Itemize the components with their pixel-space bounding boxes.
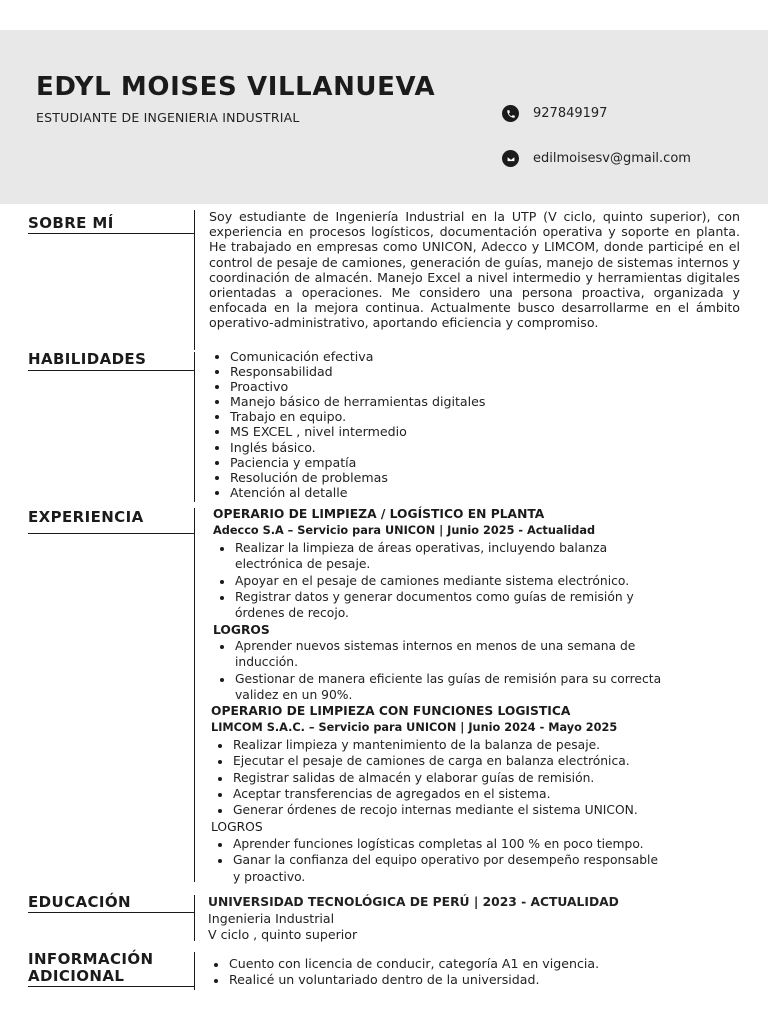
section-title-additional: [28, 951, 194, 987]
skill-item: Trabajo en equipo.: [230, 409, 485, 424]
email-contact: [502, 150, 691, 167]
section-title-experience: EXPERIENCIA: [28, 509, 194, 534]
list-item: Gestionar de manera eficiente las guías de remisión para su correcta validez en un 90%.: [235, 671, 661, 704]
list-item: Registrar datos y generar documentos como guías de remisión y órdenes de recojo.: [235, 589, 634, 622]
job-title: OPERARIO DE LIMPIEZA / LOGÍSTICO EN PLANTA: [213, 507, 545, 521]
job-tasks: [233, 737, 638, 818]
divider-skills: [194, 352, 195, 502]
job-company: Adecco S.A – Servicio para UNICON | Junio 2025 - Actualidad: [213, 524, 596, 537]
list-item: Realizar limpieza y mantenimiento de la balanza de pesaje.: [233, 737, 638, 753]
achievements-label: LOGROS: [211, 820, 263, 834]
phone-contact: [502, 105, 607, 122]
job-company: LIMCOM S.A.C. – Servicio para UNICON | Junio 2024 - Mayo 2025: [211, 721, 618, 734]
phone-number: 927849197: [533, 106, 608, 121]
education-institution: UNIVERSIDAD TECNOLÓGICA DE PERÚ | 2023 - ACTUALIDAD: [208, 895, 619, 909]
about-paragraph: Soy estudiante de Ingeniería Industrial en la UTP (V ciclo, quinto superior), con experiencia en procesos logísticos, documentación operativa y soporte en planta. He trabajado en empresas como UNICON, Adecco y LIMCOM, donde participé en el control de pesaje de camiones, generación de guías, manejo de sistemas internos y coordinación de almacén. Manejo Excel a nivel intermedio y herramientas digitales orientadas a operaciones. Me considero una persona proactiva, organizada y enfocada en la mejora continua. Actualmente busco desarrollarme en el ámbito operativo-administrativo, aportando eficiencia y compromiso.: [209, 209, 740, 331]
skill-item: Inglés básico.: [230, 440, 485, 455]
divider-experience: [194, 508, 195, 882]
phone-icon: [502, 105, 519, 122]
additional-title-line2: ADICIONAL: [28, 967, 125, 985]
divider-about: [194, 210, 195, 350]
mail-icon: [502, 150, 519, 167]
job-achievements: [235, 638, 661, 703]
skill-item: MS EXCEL , nivel intermedio: [230, 424, 485, 439]
additional-list: [229, 956, 599, 987]
list-item: Registrar salidas de almacén y elaborar guías de remisión.: [233, 770, 638, 786]
divider-additional: [194, 952, 195, 990]
list-item: Ganar la confianza del equipo operativo por desempeño responsable y proactivo.: [233, 852, 658, 885]
education-cycle: V ciclo , quinto superior: [208, 927, 358, 942]
section-title-about: SOBRE MÍ: [28, 215, 194, 234]
job-tasks: [235, 540, 634, 621]
education-career: Ingenieria Industrial: [208, 911, 335, 926]
skill-item: Comunicación efectiva: [230, 349, 485, 364]
list-item: Cuento con licencia de conducir, categoría A1 en vigencia.: [229, 956, 599, 972]
skill-item: Atención al detalle: [230, 485, 485, 500]
list-item: Apoyar en el pesaje de camiones mediante sistema electrónico.: [235, 573, 634, 589]
list-item: Aprender nuevos sistemas internos en menos de una semana de inducción.: [235, 638, 661, 671]
list-item: Realicé un voluntariado dentro de la universidad.: [229, 972, 599, 988]
list-item: Generar órdenes de recojo internas mediante el sistema UNICON.: [233, 802, 638, 818]
divider-education: [194, 895, 195, 941]
skill-item: Proactivo: [230, 379, 485, 394]
section-title-education: EDUCACIÓN: [28, 894, 194, 913]
achievements-label: LOGROS: [213, 623, 270, 637]
email-address: edilmoisesv@gmail.com: [533, 151, 691, 166]
skill-item: Paciencia y empatía: [230, 455, 485, 470]
job-achievements: [233, 836, 658, 885]
list-item: Ejecutar el pesaje de camiones de carga en balanza electrónica.: [233, 753, 638, 769]
skills-list: [230, 349, 485, 500]
candidate-name: EDYL MOISES VILLANUEVA: [36, 72, 436, 102]
list-item: Realizar la limpieza de áreas operativas, incluyendo balanza electrónica de pesaje.: [235, 540, 634, 573]
section-title-skills: HABILIDADES: [28, 351, 194, 371]
skill-item: Responsabilidad: [230, 364, 485, 379]
candidate-role: ESTUDIANTE DE INGENIERIA INDUSTRIAL: [36, 110, 300, 125]
job-title: OPERARIO DE LIMPIEZA CON FUNCIONES LOGISTICA: [211, 704, 571, 718]
additional-title-line1: INFORMACIÓN: [28, 950, 154, 968]
list-item: Aprender funciones logísticas completas al 100 % en poco tiempo.: [233, 836, 658, 852]
skill-item: Resolución de problemas: [230, 470, 485, 485]
list-item: Aceptar transferencias de agregados en el sistema.: [233, 786, 638, 802]
skill-item: Manejo básico de herramientas digitales: [230, 394, 485, 409]
